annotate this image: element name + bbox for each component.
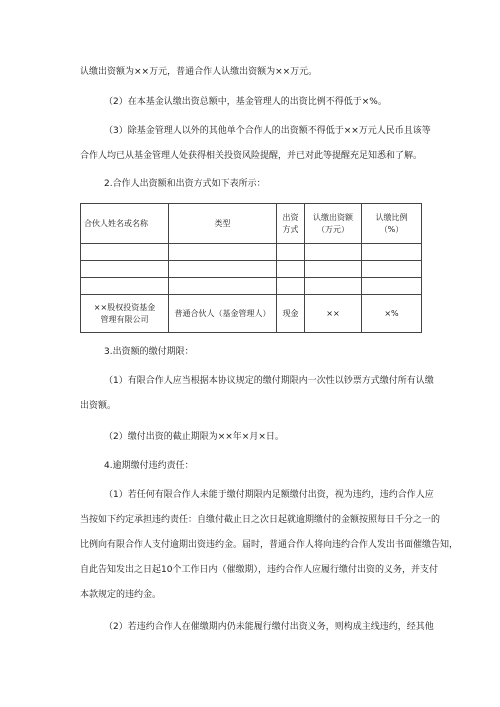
cell-partner-name: ××股权投资基金 管理有限公司 <box>81 295 169 333</box>
table-header-row <box>81 204 422 244</box>
partner-contribution-table <box>80 203 422 333</box>
paragraph-line: （3）除基金管理人以外的其他单个合作人的出资额不得低于××万元人民币且该等 <box>104 126 431 136</box>
paragraph-line: （1）有限合作人应当根据本协议规定的缴付期限内一次性以钞票方式缴付所有认缴 <box>104 376 434 386</box>
paragraph-line: （2）若违约合作人在催缴期内仍未能履行缴付出资义务，则构成主线违约，经其他 <box>104 622 434 632</box>
cell-amount: ×× <box>305 295 362 333</box>
paragraph-line: 合作人均已从基金管理人处获得相关投资风险提醒，并已对此等提醒充足知悉和了解。 <box>80 151 423 161</box>
paragraph-line: 出资额。 <box>80 401 117 411</box>
table-row <box>81 278 422 295</box>
header-partner-name: 合伙人姓名或名称 <box>81 204 169 244</box>
header-subscribed-ratio: 认缴比例 （%） <box>362 204 422 244</box>
paragraph-line: （2）在本基金认缴出资总额中，基金管理人的出资比例不得低于×%。 <box>104 97 387 107</box>
header-type: 类型 <box>169 204 277 244</box>
table-row <box>81 244 422 261</box>
section-heading: 4.逾期缴付违约责任： <box>104 461 194 471</box>
paragraph-line: 认缴出资额为××万元，普通合作人认缴出资额为××万元。 <box>80 67 318 77</box>
header-method: 出资 方式 <box>277 204 305 244</box>
cell-method: 现金 <box>277 295 305 333</box>
paragraph-line: 自此告知发出之日起10个工作日内（催缴期），违约合作人应履行缴付出资的义务，并支付 <box>80 565 438 575</box>
paragraph-line: （2）缴付出资的截止期限为××年×月×日。 <box>104 432 284 442</box>
paragraph-line: 本款规定的违约金。 <box>80 590 162 600</box>
cell-ratio: ×% <box>362 295 422 333</box>
paragraph-line: （1）若任何有限合作人未能于缴付期限内足额缴付出资，视为违约，违约合作人应 <box>104 490 434 500</box>
paragraph-line: 比例向有限合作人支付逾期出资违约金。届时，普通合作人将向违约合作人发出书面催缴告知， <box>80 540 459 550</box>
paragraph-line: 当按如下约定承担违约责任：自缴付截止日之次日起就逾期缴付的金额按照每日千分之一的 <box>80 515 441 525</box>
section-heading: 3.出资额的缴付期限： <box>104 347 194 357</box>
table-row <box>81 295 422 333</box>
table-row <box>81 261 422 278</box>
section-heading: 2.合作人出资额和出资方式如下表所示： <box>104 179 266 189</box>
cell-type: 普通合伙人（基金管理人） <box>169 295 277 333</box>
header-subscribed-amount: 认缴出资额 （万元） <box>305 204 362 244</box>
